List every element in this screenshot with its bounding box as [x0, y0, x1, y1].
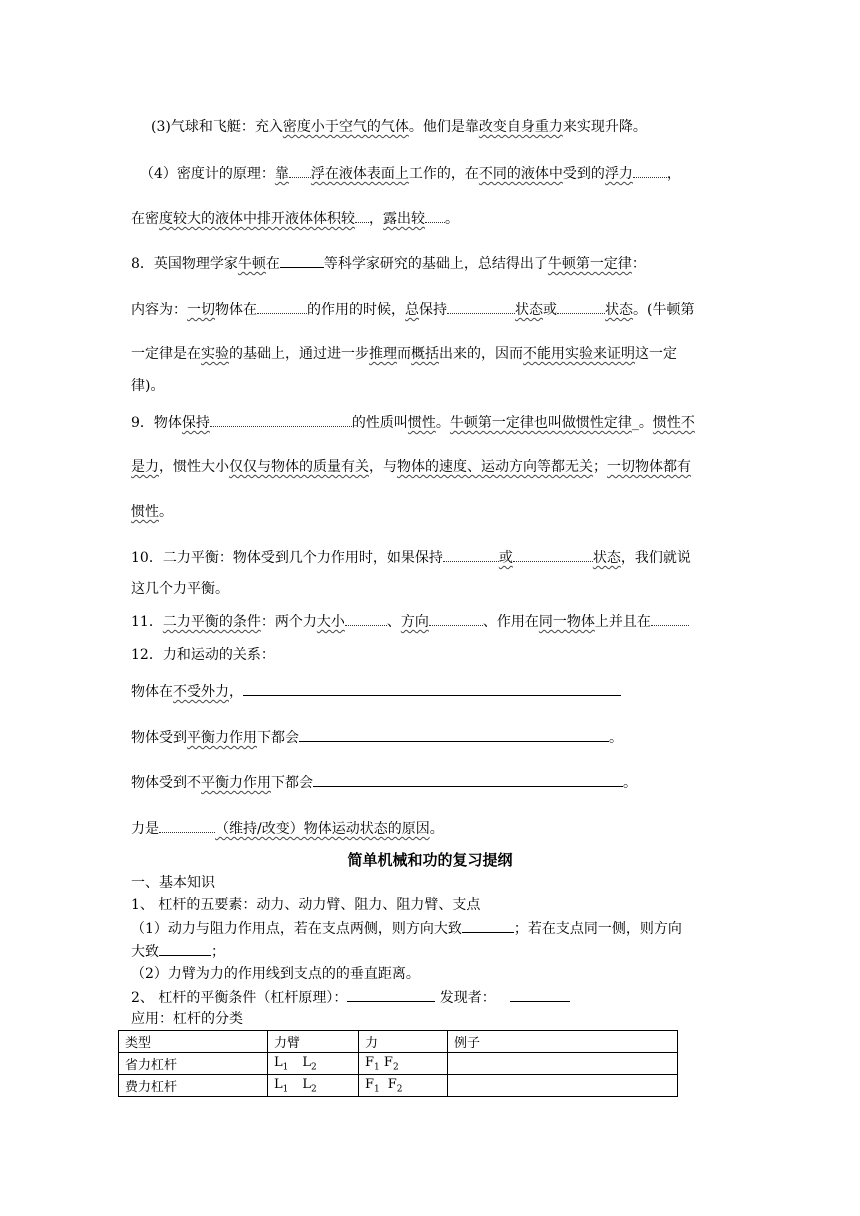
- answer-text: 靠: [274, 166, 289, 182]
- text: 。: [445, 211, 459, 227]
- answer-text: 惯性: [131, 504, 159, 520]
- answer-text: 不同的液体中: [478, 166, 563, 182]
- lever-elements: [131, 895, 480, 915]
- text: （4）密度计的原理：: [140, 166, 275, 182]
- lever-classification: [131, 1009, 243, 1029]
- answer-text: 惯性不: [652, 415, 695, 431]
- text: 物体受到不: [131, 775, 201, 791]
- text: 。: [623, 775, 637, 791]
- example-cell: [448, 1075, 678, 1097]
- text: ，惯性大小: [159, 459, 229, 475]
- answer-text: 方向: [400, 614, 429, 630]
- answer-text: 总: [405, 302, 419, 318]
- answer-text: 改变自身重力: [478, 119, 563, 135]
- text: 。: [429, 821, 444, 837]
- text: 等科学家研究的基础上，总结得出了: [323, 256, 548, 272]
- subscript: 1: [374, 1084, 380, 1095]
- answer-text: 状态: [515, 302, 543, 318]
- answer-text: 保持: [181, 415, 210, 431]
- text: 发现者：: [435, 990, 496, 1006]
- text: 内容为：: [131, 302, 187, 318]
- text: 受到的: [562, 166, 605, 182]
- blank-line: [159, 941, 211, 956]
- line-newton-content: [131, 299, 694, 320]
- lever-direction: [131, 918, 682, 939]
- text: _。: [631, 415, 653, 431]
- text: 律)。: [131, 378, 165, 394]
- lever-balance: [131, 987, 570, 1008]
- blank-line: [347, 987, 435, 1002]
- blank-line: [443, 547, 499, 562]
- blank-line: [313, 772, 623, 787]
- answer-text: 不受外力: [173, 684, 229, 700]
- answer-text: 不能用实验来证明: [523, 346, 635, 362]
- answer-text: 推理: [369, 346, 397, 362]
- subscript: 1: [282, 1062, 289, 1073]
- answer-text: 物体的速度、运动方向等都无关: [397, 459, 593, 475]
- header-cell: 例子: [448, 1031, 678, 1053]
- text: 1、 杠杆的五要素：动力、动力臂、阻力、阻力臂、支点: [131, 897, 481, 913]
- text: 。他们是靠: [408, 119, 479, 135]
- text: ；: [593, 459, 607, 475]
- answer-text: 密度小于空气的气体: [282, 119, 409, 135]
- symbol: F: [383, 1054, 393, 1070]
- answer-text: 实验: [201, 346, 229, 362]
- blank-line: [651, 611, 689, 626]
- text: 工作的，在: [408, 166, 479, 182]
- force-cell: [359, 1053, 448, 1075]
- lever-arm-def: [131, 964, 420, 984]
- text: 2、 杠杆的平衡条件（杠杆原理）：: [131, 990, 348, 1006]
- lever-table: [118, 1030, 678, 1097]
- text: 的作用的时候，: [307, 302, 405, 318]
- text: ；: [211, 944, 225, 960]
- blank-line: [425, 208, 445, 223]
- text: 保持: [419, 302, 447, 318]
- answer-text: 浮力: [604, 166, 633, 182]
- text: 或: [543, 302, 557, 318]
- answer-text: 牛顿第一定律: [547, 256, 632, 272]
- text: 上并且在: [594, 614, 651, 630]
- text: 这一定: [635, 346, 677, 362]
- subscript: 2: [311, 1062, 317, 1073]
- subscript: 2: [396, 1084, 403, 1095]
- text: ，我们就说: [620, 550, 691, 566]
- line-balance: [131, 547, 691, 568]
- blank-line: [210, 412, 352, 427]
- text: 、作用在: [482, 614, 539, 630]
- answer-text: 二力平衡的条件: [162, 614, 261, 630]
- text: 出来的，因而: [439, 346, 523, 362]
- answer-text: 或: [498, 550, 513, 566]
- text: 一、基本知识: [131, 875, 215, 891]
- text: 来实现升降。: [562, 119, 647, 135]
- force-cell: [359, 1075, 448, 1097]
- answer-text: 状态: [605, 302, 633, 318]
- header-cell: 力臂: [268, 1031, 359, 1053]
- answer-text: 同一物体: [538, 614, 595, 630]
- text: 物体在: [215, 302, 257, 318]
- text: 。: [609, 730, 623, 746]
- blank-line: [513, 547, 593, 562]
- type-cell: 费力杠杆: [119, 1075, 268, 1097]
- text: ：: [631, 256, 646, 272]
- answer-text: 浮在液体表面上: [310, 166, 409, 182]
- text: 、: [386, 614, 401, 630]
- text: ，: [666, 166, 681, 182]
- text: 。(牛顿第: [633, 302, 695, 318]
- text: 在: [265, 256, 280, 272]
- symbol: F: [365, 1054, 375, 1070]
- line-hydrometer-2: [131, 208, 459, 229]
- text: (3)气球和飞艇：充入: [151, 119, 283, 135]
- text: 应用：杠杆的分类: [131, 1011, 243, 1027]
- text: 的基础上，通过进一步: [229, 346, 369, 362]
- answer-text: 状态: [592, 550, 621, 566]
- line-newton-note: [131, 344, 677, 364]
- answer-text: （维持/改变）物体运动状态的原因: [215, 821, 430, 837]
- answer-text: 是力: [131, 459, 159, 475]
- line-inertia-3: [131, 502, 173, 522]
- header-cell: 力: [359, 1031, 448, 1053]
- subscript: 2: [392, 1062, 399, 1073]
- answer-text: 平衡力作用: [201, 775, 271, 791]
- blank-line: [257, 299, 307, 314]
- line-newton: [131, 253, 646, 274]
- symbol: L: [274, 1076, 283, 1092]
- text: ，: [229, 684, 243, 700]
- subscript: 1: [374, 1062, 380, 1073]
- line-no-force: [131, 681, 621, 702]
- text: 大致: [131, 944, 159, 960]
- type-cell: 省力杠杆: [119, 1053, 268, 1075]
- text: 。: [435, 415, 450, 431]
- example-cell: [448, 1053, 678, 1075]
- text: 一定律是在: [131, 346, 201, 362]
- symbol: F: [387, 1076, 397, 1092]
- blank-line: [429, 611, 483, 626]
- answer-text: 大小: [316, 614, 345, 630]
- table-row: [119, 1075, 678, 1097]
- symbol: L: [302, 1076, 312, 1092]
- text: （2）力臂为力的作用线到支点的的垂直距离。: [131, 966, 420, 982]
- line-inertia-2: [131, 457, 691, 477]
- blank-line: [243, 681, 621, 696]
- subscript: 1: [282, 1084, 289, 1095]
- answer-text: 概括: [411, 346, 439, 362]
- text: 力是: [131, 821, 159, 837]
- answer-text: 仅仅与物体的质量有关: [229, 459, 369, 475]
- blank-line: [510, 987, 570, 1002]
- blank-line: [633, 163, 667, 178]
- header-cell: 类型: [119, 1031, 268, 1053]
- blank-line: [299, 727, 609, 742]
- text: 8．英国物理学家: [131, 256, 238, 272]
- table-row: [119, 1053, 678, 1075]
- symbol: L: [274, 1054, 283, 1070]
- text: （1）动力与阻力作用点，若在支点两侧，则方向大致: [131, 921, 462, 937]
- section-title: 简单机械和功的复习提纲: [347, 851, 513, 869]
- symbol: L: [302, 1054, 312, 1070]
- blank-line: [280, 253, 324, 268]
- blank-line: [159, 818, 215, 833]
- answer-text: 一切物体都有: [607, 459, 691, 475]
- text: 的性质叫: [351, 415, 408, 431]
- table-header-row: [119, 1031, 678, 1053]
- blank-line: [462, 918, 514, 933]
- basic-knowledge-heading: [131, 873, 215, 893]
- line-force-motion: [131, 645, 275, 665]
- text: ：两个力: [260, 614, 317, 630]
- answer-text: 度较大的液体中排开液体体积较: [159, 211, 355, 227]
- blank-line: [289, 163, 311, 178]
- arm-cell: [268, 1075, 359, 1097]
- lever-direction-2: [131, 941, 225, 962]
- arm-cell: [268, 1053, 359, 1075]
- text: 9．物体: [131, 415, 182, 431]
- text: ，与: [369, 459, 397, 475]
- line-balanced-force: [131, 727, 623, 748]
- line-balance-conditions: [131, 611, 689, 632]
- text: 下都会: [271, 775, 313, 791]
- text: 11．: [131, 614, 163, 630]
- text: 在密: [131, 211, 159, 227]
- text: 12．力和运动的关系：: [131, 647, 275, 663]
- line-force-is: [131, 818, 444, 839]
- answer-text: 露出较: [383, 211, 425, 227]
- line-balloon: [151, 117, 647, 137]
- answer-text: 牛顿: [237, 256, 266, 272]
- text: 物体受到: [131, 730, 187, 746]
- answer-text: 一切: [187, 302, 215, 318]
- answer-text: 平衡力作用: [187, 730, 257, 746]
- blank-line: [355, 208, 369, 223]
- answer-text: 牛顿第一定律也叫做惯性定律: [449, 415, 632, 431]
- text: 。: [159, 504, 173, 520]
- blank-line: [447, 299, 515, 314]
- text: 下都会: [257, 730, 299, 746]
- text: 而: [397, 346, 411, 362]
- text: 10．二力平衡：物体受到几个力作用时，如果保持: [131, 550, 443, 566]
- text: ，: [369, 211, 383, 227]
- answer-text: 惯性: [407, 415, 436, 431]
- line-unbalanced-force: [131, 772, 637, 793]
- line-balance-2: [131, 579, 229, 599]
- symbol: F: [365, 1076, 375, 1092]
- subscript: 2: [311, 1084, 317, 1095]
- blank-line: [557, 299, 605, 314]
- line-hydrometer: [140, 163, 681, 184]
- line-inertia: [131, 412, 695, 433]
- blank-line: [345, 611, 387, 626]
- text: ；若在支点同一侧，则方向: [513, 921, 682, 937]
- line-newton-note-end: [131, 376, 164, 396]
- text: 物体在: [131, 684, 173, 700]
- text: 这几个力平衡。: [131, 581, 229, 597]
